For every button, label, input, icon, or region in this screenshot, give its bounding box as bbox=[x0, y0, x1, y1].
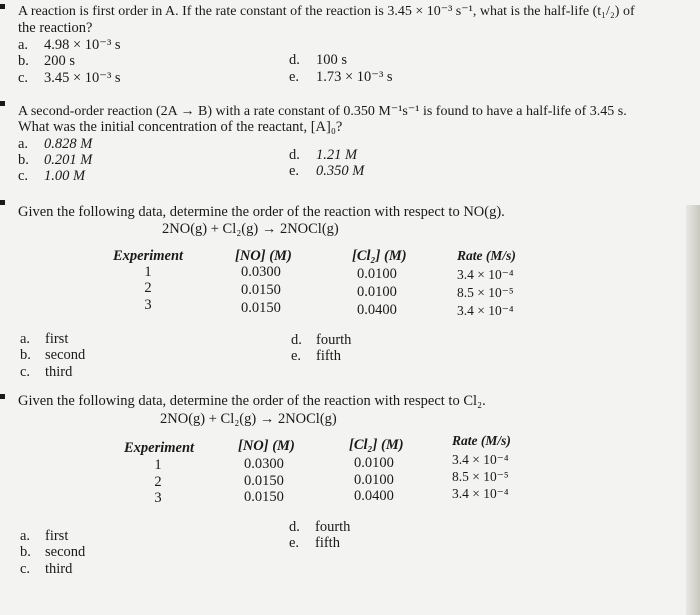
q3-option-a: first bbox=[45, 331, 69, 347]
q1-option-c-letter: c. bbox=[18, 70, 29, 86]
page-edge-shadow bbox=[686, 205, 700, 615]
q4-header-experiment: Experiment bbox=[124, 440, 195, 456]
q4-option-e: fifth bbox=[315, 535, 340, 551]
q3-cell: 0.0150 bbox=[241, 300, 281, 316]
q4-cell: 0.0300 bbox=[244, 456, 284, 472]
q1-option-b-letter: b. bbox=[18, 53, 29, 69]
q3-cell: 2 bbox=[144, 280, 152, 296]
q3-header-experiment: Experiment bbox=[113, 248, 184, 264]
q4-option-d: fourth bbox=[315, 519, 351, 535]
q4-option-d-letter: d. bbox=[289, 519, 300, 535]
q4-cell: 3.4 × 10⁻⁴ bbox=[452, 486, 509, 501]
q1-stem-line2: the reaction? bbox=[18, 20, 93, 36]
q3-cell: 0.0150 bbox=[241, 282, 281, 298]
q3-cell: 1 bbox=[144, 264, 152, 280]
q4-stem: Given the following data, determine the order of the reaction with respect to Cl₂. bbox=[18, 393, 486, 409]
q3-option-b: second bbox=[45, 347, 86, 363]
q3-cell: 3.4 × 10⁻⁴ bbox=[457, 303, 514, 318]
q3-stem: Given the following data, determine the order of the reaction with respect to NO(g). bbox=[18, 204, 505, 220]
q3-cell: 0.0100 bbox=[357, 266, 397, 282]
q3-option-c-letter: c. bbox=[20, 364, 31, 380]
q4-header-rate: Rate (M/s) bbox=[452, 433, 511, 448]
q2-option-a: 0.828 M bbox=[44, 136, 93, 152]
q1-option-d-letter: d. bbox=[289, 52, 300, 68]
q3-option-a-letter: a. bbox=[20, 331, 31, 347]
q2-option-e-letter: e. bbox=[289, 163, 300, 179]
question-bullet bbox=[0, 394, 5, 399]
q3-option-d-letter: d. bbox=[291, 332, 302, 348]
q3-cell: 3.4 × 10⁻⁴ bbox=[457, 267, 514, 282]
q4-equation: 2NO(g) + Cl₂(g) → 2NOCl(g) bbox=[160, 411, 337, 427]
q4-header-no: [NO] (M) bbox=[238, 438, 295, 454]
q3-cell: 3 bbox=[144, 297, 152, 313]
q3-cell: 8.5 × 10⁻⁵ bbox=[457, 285, 514, 300]
q2-stem-line2: What was the initial concentration of the reactant, [A]₀? bbox=[18, 119, 343, 135]
q4-cell: 3.4 × 10⁻⁴ bbox=[452, 452, 509, 467]
q4-cell: 0.0150 bbox=[244, 473, 284, 489]
q1-option-a: 4.98 × 10⁻³ s bbox=[44, 37, 121, 53]
q2-option-d: 1.21 M bbox=[316, 147, 358, 163]
q1-option-e: 1.73 × 10⁻³ s bbox=[316, 69, 393, 85]
q3-header-rate: Rate (M/s) bbox=[457, 248, 516, 263]
q3-option-e: fifth bbox=[316, 348, 341, 364]
q2-option-b: 0.201 M bbox=[44, 152, 93, 168]
q4-cell: 8.5 × 10⁻⁵ bbox=[452, 469, 509, 484]
q3-cell: 0.0300 bbox=[241, 264, 281, 280]
q2-option-e: 0.350 M bbox=[316, 163, 365, 179]
q4-cell: 0.0100 bbox=[354, 472, 394, 488]
q4-cell: 0.0400 bbox=[354, 488, 394, 504]
q3-cell: 0.0100 bbox=[357, 284, 397, 300]
q4-option-c-letter: c. bbox=[20, 561, 31, 577]
q3-header-no: [NO] (M) bbox=[235, 248, 292, 264]
q4-option-e-letter: e. bbox=[289, 535, 300, 551]
q4-cell: 2 bbox=[154, 474, 162, 490]
q4-option-a-letter: a. bbox=[20, 528, 31, 544]
q2-option-d-letter: d. bbox=[289, 147, 300, 163]
q4-cell: 0.0150 bbox=[244, 489, 284, 505]
q4-option-c: third bbox=[45, 561, 73, 577]
q1-option-c: 3.45 × 10⁻³ s bbox=[44, 70, 121, 86]
q2-option-c-letter: c. bbox=[18, 168, 29, 184]
q4-cell: 3 bbox=[154, 490, 162, 506]
q2-option-c: 1.00 M bbox=[44, 168, 86, 184]
q1-option-a-letter: a. bbox=[18, 37, 29, 53]
q4-header-cl2: [Cl₂] (M) bbox=[349, 437, 404, 453]
q2-stem-line1: A second-order reaction (2A → B) with a rate constant of 0.350 M⁻¹s⁻¹ is found to have a half-life of 3.45 s. bbox=[18, 104, 627, 119]
q3-equation: 2NO(g) + Cl₂(g) → 2NOCl(g) bbox=[162, 221, 339, 237]
q4-option-b: second bbox=[45, 544, 86, 560]
q1-stem-line1: A reaction is first order in A. If the rate constant of the reaction is 3.45 × 10⁻³ s⁻¹, what is the half-life (t₁/₂) of bbox=[18, 4, 635, 19]
q1-option-b: 200 s bbox=[44, 53, 76, 69]
question-bullet bbox=[0, 101, 5, 106]
question-bullet bbox=[0, 200, 5, 205]
q3-option-c: third bbox=[45, 364, 73, 380]
q3-option-e-letter: e. bbox=[291, 348, 302, 364]
q4-cell: 0.0100 bbox=[354, 455, 394, 471]
q1-option-e-letter: e. bbox=[289, 69, 300, 85]
question-bullet bbox=[0, 4, 5, 9]
q4-option-a: first bbox=[45, 528, 69, 544]
q4-cell: 1 bbox=[154, 457, 162, 473]
q2-option-b-letter: b. bbox=[18, 152, 29, 168]
q3-cell: 0.0400 bbox=[357, 302, 397, 318]
q3-header-cl2: [Cl₂] (M) bbox=[352, 248, 407, 264]
q2-option-a-letter: a. bbox=[18, 136, 29, 152]
q3-option-b-letter: b. bbox=[20, 347, 31, 363]
q4-option-b-letter: b. bbox=[20, 544, 31, 560]
q3-option-d: fourth bbox=[316, 332, 352, 348]
q1-option-d: 100 s bbox=[316, 52, 348, 68]
